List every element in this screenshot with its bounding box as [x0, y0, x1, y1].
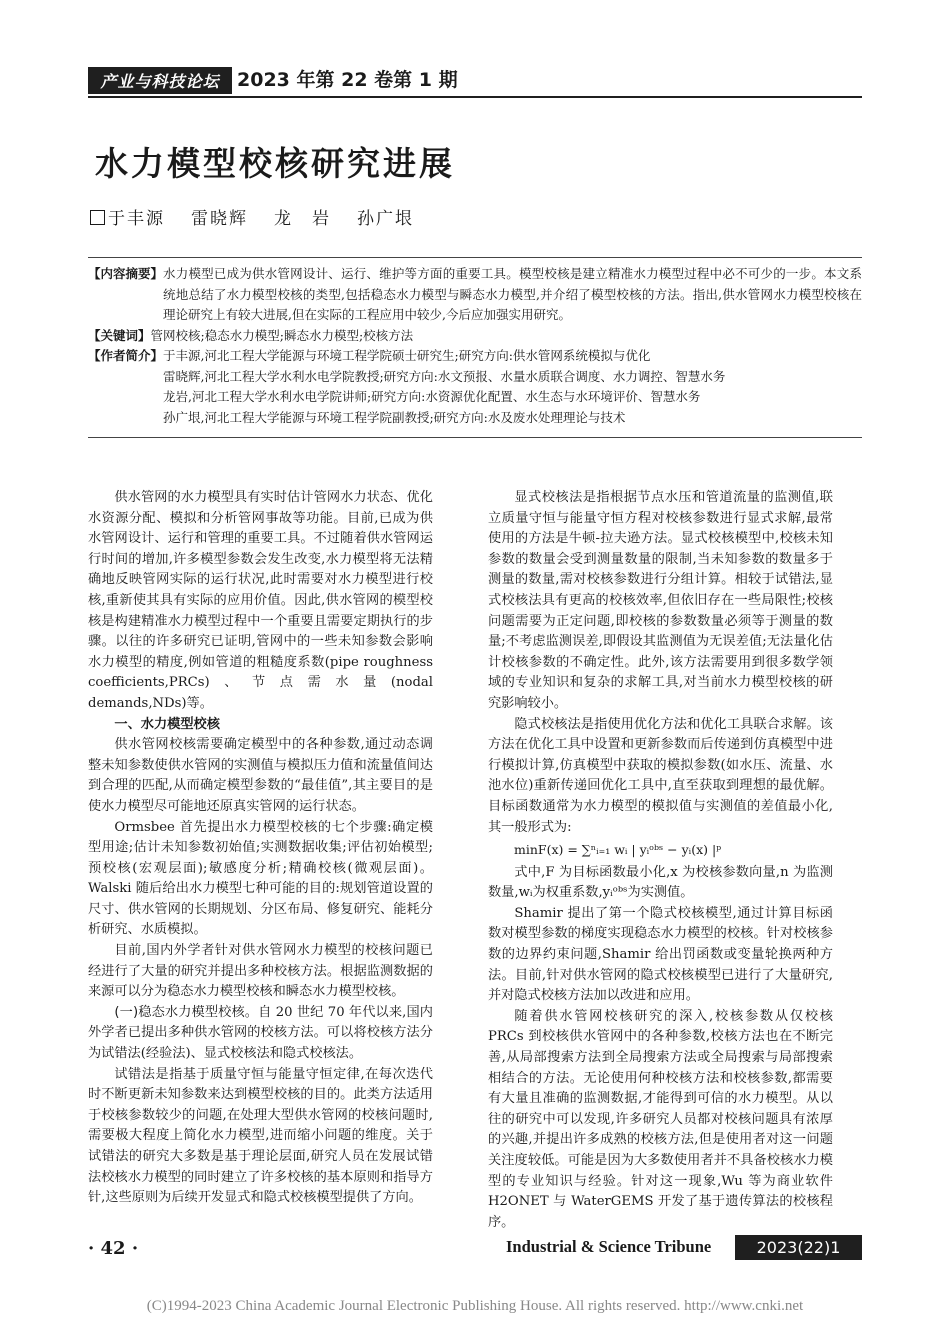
paragraph: 显式校核法是指根据节点水压和管道流量的监测值,联立质量守恒与能量守恒方程对校核参数进行显式求解,最常使用的方法是牛顿-拉夫逊方法。显式校核模型中,校核未知参数的数量会受到测量数量的限制,当未知参数的数量多于测量的数量,需对校核参数进行分组计算。相较于试错法,显式校核法具有更高的校核效率,但依旧存在一些局限性;校核问题需要为正定问题,即校核的参数数量必须等于测量的数量;不考虑监测误差,即假设其监测值为无误差值;无法量化估计校核参数的不确定性。此外,该方法需要用到很多数学领域的专业知识和复杂的求解工具,对当前水力模型校核的研究影响较小。	[488, 490, 833, 711]
issue-info: 2023 年第 22 卷第 1 期	[237, 69, 458, 91]
paragraph: 试错法是指基于质量守恒与能量守恒定律,在每次迭代时不断更新未知参数来达到模型校核的目的。此类方法适用于校核参数较少的问题,在处理大型供水管网的校核问题时,需要极大程度上简化水力模型,进而缩小问题的维度。关于试错法的研究大多数是基于理论层面,研究人员在发展试错法校核水力模型的同时建立了许多校核的基本原则和指导方针,这些原则为后续开发显式和隐式校核模型提供了方向。	[88, 1066, 433, 1206]
header-rule	[88, 96, 862, 98]
objective-formula: minF(x) = ∑ⁿᵢ₌₁ wᵢ | yᵢᵒᵇˢ − yᵢ(x) |ᵖ	[514, 842, 722, 858]
page-number: · 42 ·	[88, 1238, 139, 1259]
paragraph: 供水管网校核需要确定模型中的各种参数,通过动态调整未知参数使供水管网的实测值与模拟压力值和流量值间达到合理的匹配,从而确定模型参数的“最佳值”,其主要目的是使水力模型尽可能地还原真实管网的运行状态。	[88, 737, 433, 814]
paragraph: 随着供水管网校核研究的深入,校核参数从仅校核 PRCs 到校核供水管网中的各种参数,校核方法也在不断完善,从局部搜索方法到全局搜索方法或全局搜索与局部搜索相结合的方法。无论使用何种校核方法和校核参数,都需要有大量且准确的监测数据,才能得到可信的水力模型。从以往的研究中可以发现,许多研究人员都对校核问题具有浓厚的兴趣,并提出许多成熟的校核方法,但是使用者对这一问题关注度较低。可能是因为大多数使用者并不具备校核水力模型的专业知识与经验。针对这一现象,Wu 等为商业软件 H2ONET 与 WaterGEMS 开发了基于遗传算法的校核程序。	[488, 1008, 833, 1230]
author-bio-line: 孙广垠,河北工程大学能源与环境工程学院副教授;研究方向:水及废水处理理论与技术	[163, 409, 626, 425]
author-bio-row	[88, 346, 862, 367]
meta-top-rule	[88, 257, 862, 258]
author-bio-label: 【作者简介】	[88, 348, 164, 363]
abstract-label: 【内容摘要】	[88, 266, 164, 281]
author-line	[90, 204, 440, 229]
author-name: 孙广垠	[357, 209, 414, 229]
paragraph: Shamir 提出了第一个隐式校核模型,通过计算目标函数对模型参数的梯度实现稳态水力模型的校核。针对校核参数的边界约束问题,Shamir 给出罚函数或变量轮换两种方法。目前,针对供水管网的隐式校核模型已进行了大量研究,并对隐式校核方法加以改进和应用。	[488, 905, 833, 1004]
author-bio-line: 雷晓辉,河北工程大学水利水电学院教授;研究方向:水文预报、水量水质联合调度、水力调控、智慧水务	[163, 368, 726, 384]
paragraph: 供水管网的水力模型具有实时估计管网水力状态、优化水资源分配、模拟和分析管网事故等功能。目前,已成为供水管网设计、运行和管理的重要工具。不过随着供水管网运行时间的增加,许多模型参数会发生改变,水力模型将无法精确地反映管网实际的运行状况,此时需要对水力模型进行校核,重新使其具有实际的应用价值。因此,供水管网的模型校核是构建精准水力模型过程中一个重要且需要定期执行的步骤。以往的许多研究已证明,管网中的一些未知参数会影响水力模型的精度,例如管道的粗糙度系数(pipe roughness coefficients,PRCs)、节点需水量(nodal demands,NDs)等。	[88, 490, 433, 711]
paragraph: 目前,国内外学者针对供水管网水力模型的校核问题已经进行了大量的研究并提出多种校核方法。根据监测数据的来源可以分为稳态水力模型校核和瞬态水力模型校核。	[88, 943, 433, 1000]
paragraph: 隐式校核法是指使用优化方法和优化工具联合求解。该方法在优化工具中设置和更新参数而后传递到仿真模型中进行模拟计算,仿真模型中获取的模拟参数(如水压、流量、水池水位)重新传递回优化工具中,直至获取到理想的最优解。目标函数通常为水力模型的模拟值与实测值的差值最小化,其一般形式为:	[488, 716, 833, 835]
author-name: 龙 岩	[274, 209, 331, 229]
box-marker-icon	[90, 210, 105, 225]
subsection-heading: (一)稳态水力模型校核。	[114, 1004, 259, 1020]
paragraph: Ormsbee 首先提出水力模型校核的七个步骤:确定模型用途;估计未知参数初始值;实测数据收集;评估初始模型;预校核(宏观层面);敏感度分析;精确校核(微观层面)。Walski 随后给出水力模型七种可能的目的:规划管道设置的尺寸、供水管网的长期规划、分区布局、修复研究、能耗分析研究、水质模拟。	[88, 819, 433, 938]
paragraph	[88, 1003, 433, 1065]
keywords-text: 管网校核;稳态水力模型;瞬态水力模型;校核方法	[150, 327, 414, 343]
author-bio-text: 于丰源,河北工程大学能源与环境工程学院硕士研究生;研究方向:供水管网系统模拟与优化	[163, 348, 651, 363]
meta-bottom-rule	[88, 437, 862, 438]
keywords-label: 【关键词】	[88, 327, 151, 343]
journal-name-badge: 产业与科技论坛	[88, 67, 232, 94]
paragraph-text: 自 20 世纪 70 年代以来,国内外学者已提出多种供水管网的校核方法。可以将校核方法分为试错法(经验法)、显式校核法和隐式校核法。	[88, 1004, 433, 1062]
keywords-row	[88, 326, 862, 347]
body-column-left	[88, 488, 433, 1209]
footer-journal-name: Industrial & Science Tribune	[506, 1237, 712, 1256]
section-heading: 一、水力模型校核	[114, 716, 220, 732]
footer-issue-badge: 2023(22)1	[735, 1235, 862, 1260]
article-title: 水力模型校核研究进展	[95, 144, 455, 183]
article-meta	[88, 264, 862, 428]
paragraph: 式中,F 为目标函数最小化,x 为校核参数向量,n 为监测数量,wᵢ为权重系数,yᵢᵒᵇˢ为实测值。	[488, 864, 833, 901]
author-name: 于丰源	[108, 209, 165, 229]
copyright-notice: (C)1994-2023 China Academic Journal Electronic Publishing House. All rights reserved. http://www.cnki.net	[146, 1298, 804, 1314]
author-name: 雷晓辉	[191, 209, 248, 229]
abstract-row	[88, 264, 862, 326]
abstract-text: 水力模型已成为供水管网设计、运行、维护等方面的重要工具。模型校核是建立精准水力模型过程中必不可少的一步。本文系统地总结了水力模型校核的类型,包括稳态水力模型与瞬态水力模型,并介绍了模型校核的方法。指出,供水管网水力模型校核在理论研究上有较大进展,但在实际的工程应用中较少,今后应加强实用研究。	[163, 266, 862, 322]
body-column-right	[488, 488, 833, 1233]
author-bio-line: 龙岩,河北工程大学水利水电学院讲师;研究方向:水资源优化配置、水生态与水环境评价、智慧水务	[163, 389, 701, 404]
